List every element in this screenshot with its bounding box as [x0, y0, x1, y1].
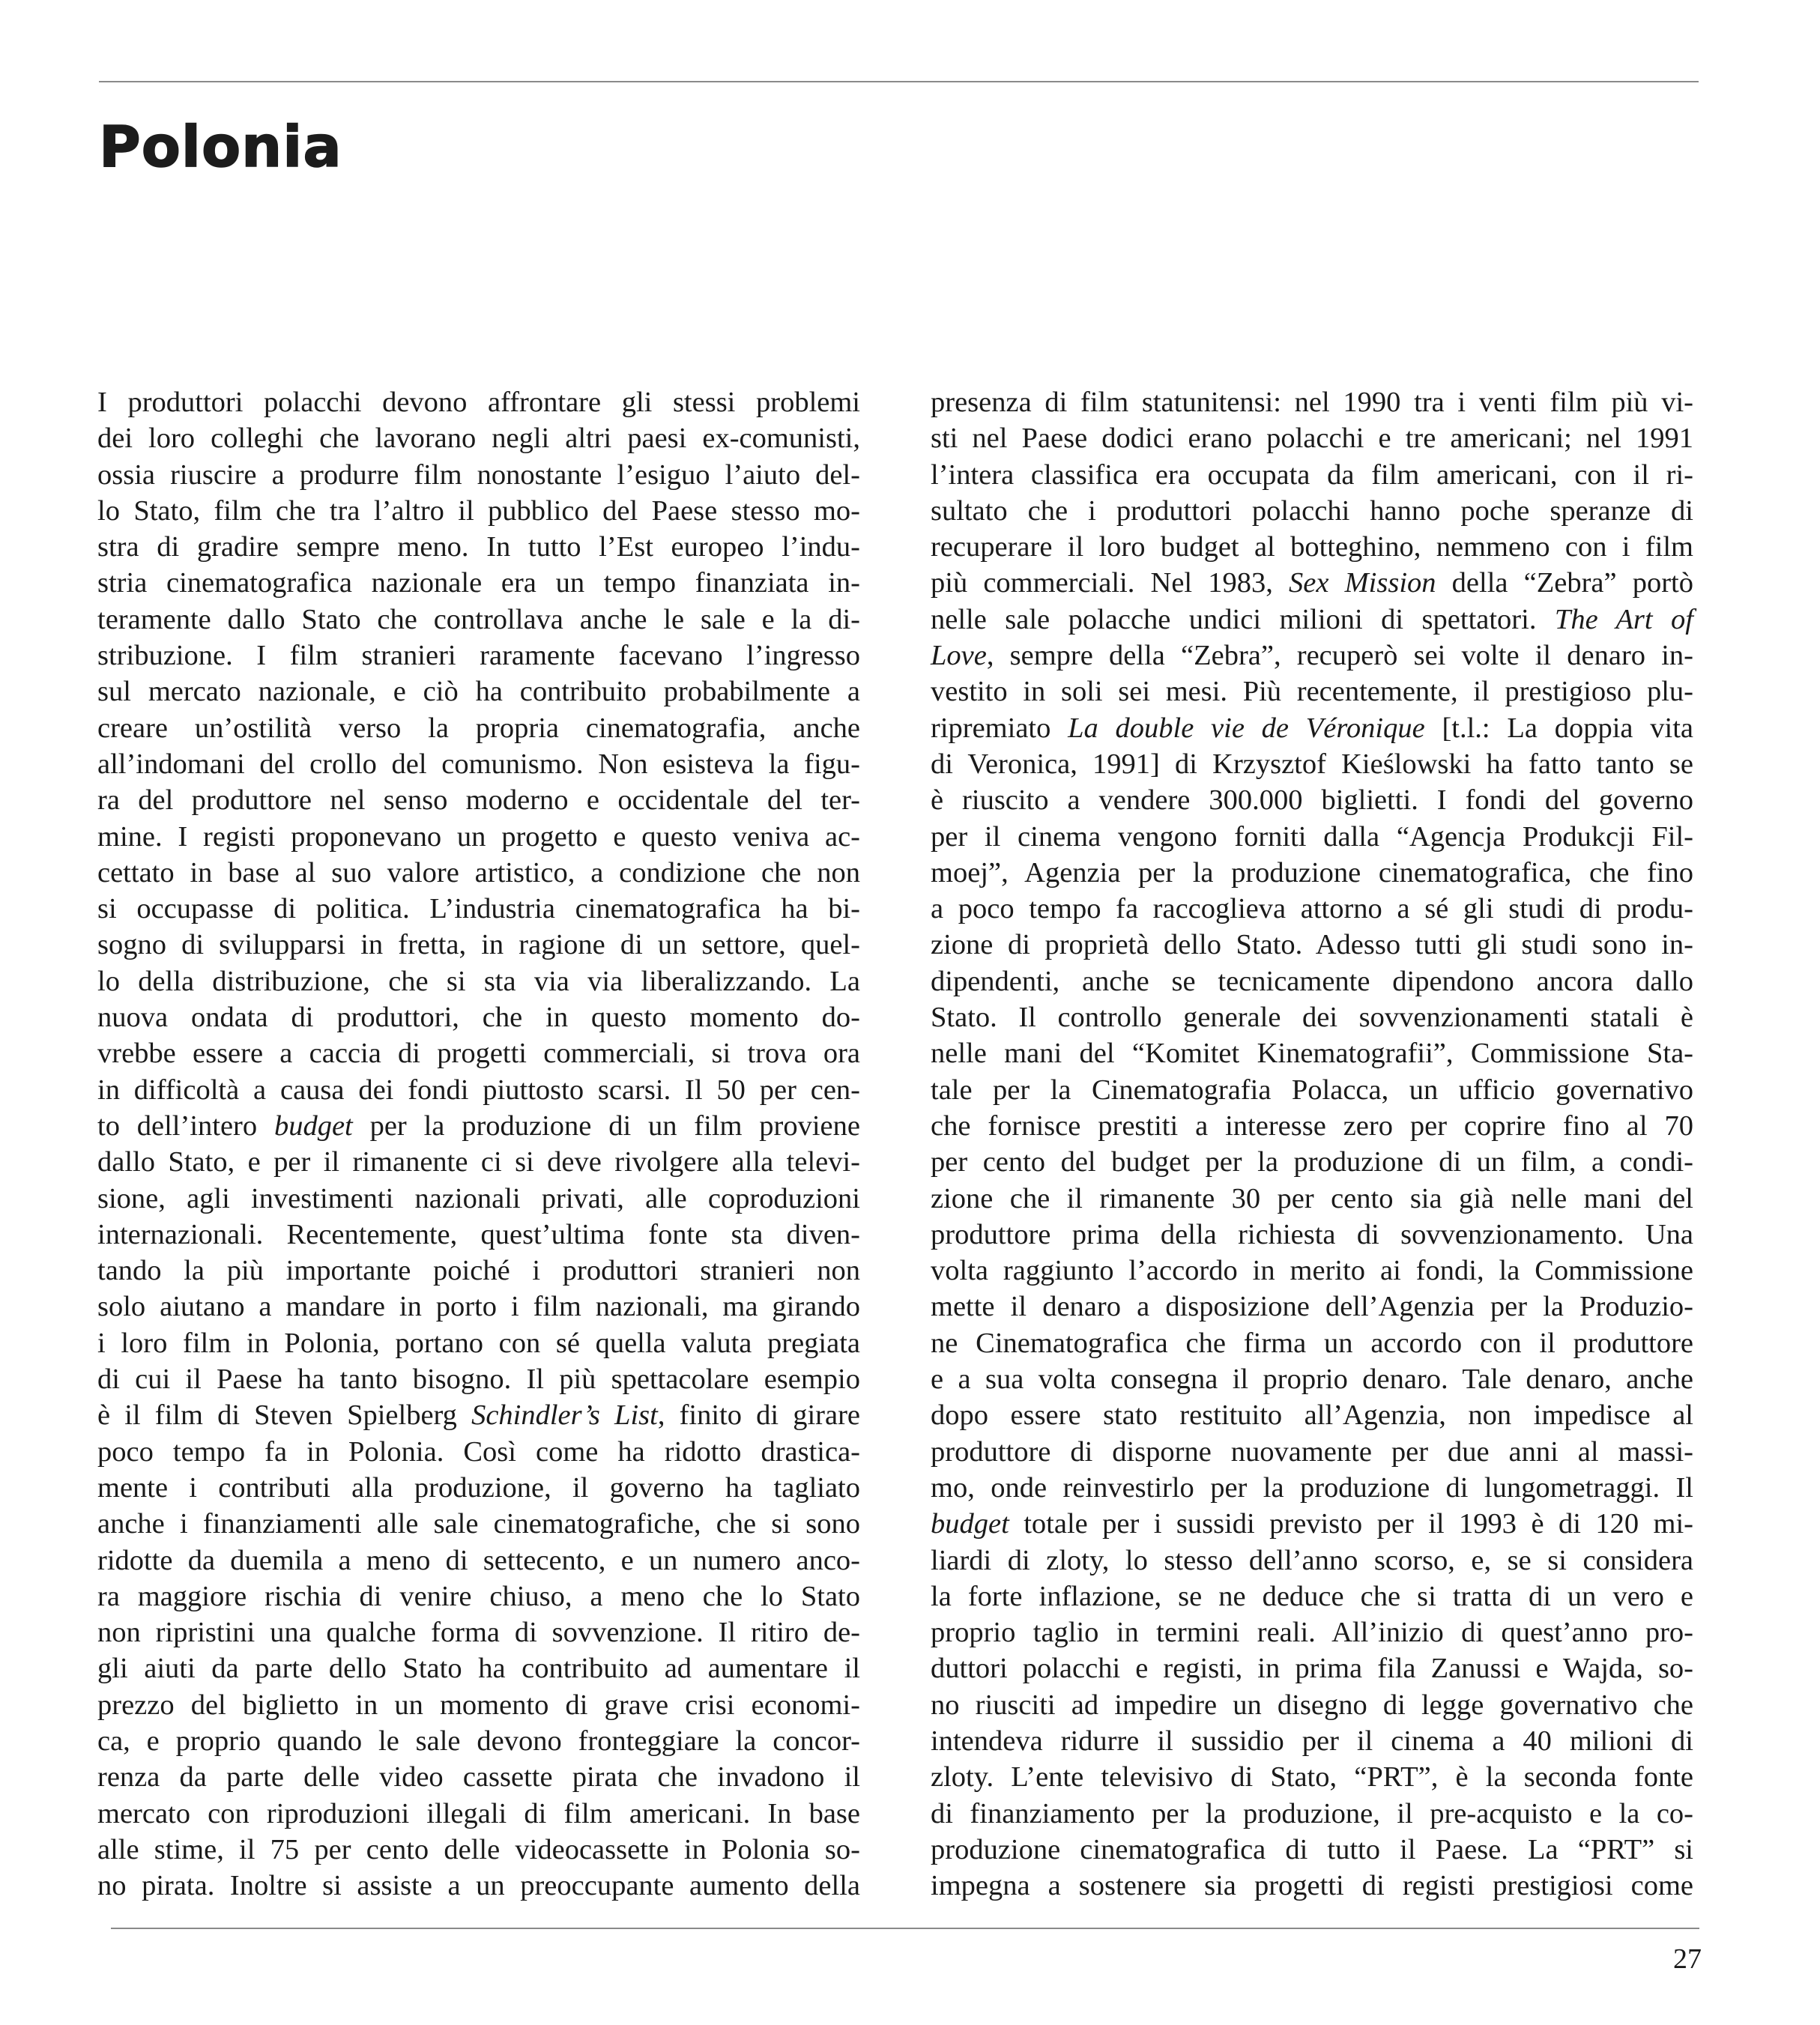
text-line: dipendenti, anche se tecnicamente dipendono ancora dallo: [931, 965, 1693, 997]
text-line: mente i contributi alla produzione, il governo ha tagliato: [97, 1471, 860, 1504]
text-line: poco tempo fa in Polonia. Così come ha ridotto drastica-: [97, 1435, 860, 1468]
text-line: mo, onde reinvestirlo per la produzione di lungometraggi. Il: [931, 1471, 1693, 1504]
text-line: renza da parte delle video cassette pirata che invadono il: [97, 1761, 860, 1794]
text-line: produzione cinematografica di tutto il Paese. La “PRT” si: [931, 1833, 1693, 1865]
text-line: no pirata. Inoltre si assiste a un preoccupante aumento della: [97, 1870, 860, 1902]
text-line: sti nel Paese dodici erano polacchi e tre americani; nel 1991: [931, 423, 1693, 455]
text-line: l’intera classifica era occupata da film americani, con il ri-: [931, 458, 1693, 491]
page-title: Polonia: [99, 113, 342, 180]
text-line: nuova ondata di produttori, che in questo momento do-: [97, 1002, 860, 1034]
text-line: la forte inflazione, se ne deduce che si tratta di un vero e: [931, 1580, 1693, 1612]
text-line: è riuscito a vendere 300.000 biglietti. I fondi del governo: [931, 784, 1693, 817]
text-line: budget totale per i sussidi previsto per il 1993 è di 120 mi-: [931, 1508, 1693, 1540]
text-line: ra del produttore nel senso moderno e occidentale del ter-: [97, 784, 860, 817]
text-line: presenza di film statunitensi: nel 1990 tra i venti film più vi-: [931, 387, 1693, 418]
text-line: alle stime, il 75 per cento delle videocassette in Polonia so-: [97, 1833, 860, 1865]
text-line: liardi di zloty, lo stesso dell’anno scorso, e, se si considera: [931, 1544, 1693, 1576]
text-line: internazionali. Recentemente, quest’ultima fonte sta diven-: [97, 1218, 860, 1250]
text-line: dopo essere stato restituito all’Agenzia, non impedisce al: [931, 1399, 1693, 1432]
text-line: lo della distribuzione, che si sta via via liberalizzando. La: [97, 965, 860, 997]
text-line: di finanziamento per la produzione, il pre-acquisto e la co-: [931, 1797, 1693, 1829]
text-line: mine. I registi proponevano un progetto e questo veniva ac-: [97, 820, 860, 853]
text-line: sultato che i produttori polacchi hanno poche speranze di: [931, 494, 1693, 527]
text-line: nelle sale polacche undici milioni di spettatori. The Art of: [931, 603, 1693, 635]
text-line: dallo Stato, e per il rimanente ci si deve rivolgere alla televi-: [97, 1146, 860, 1178]
text-line: stra di gradire sempre meno. In tutto l’Est europeo l’indu-: [97, 531, 860, 563]
text-line: creare un’ostilità verso la propria cinematografia, anche: [97, 712, 860, 744]
text-line: Stato. Il controllo generale dei sovvenzionamenti statali è: [931, 1002, 1693, 1034]
top-rule: [99, 81, 1699, 82]
text-line: stribuzione. I film stranieri raramente facevano l’ingresso: [97, 640, 860, 672]
text-line: ridotte da duemila a meno di settecento, e un numero anco-: [97, 1544, 860, 1576]
text-line: produttore di disporne nuovamente per due anni al massi-: [931, 1435, 1693, 1468]
text-line: sogno di svilupparsi in fretta, in ragione di un settore, quel-: [97, 929, 860, 961]
text-line: per cento del budget per la produzione di un film, a condi-: [931, 1146, 1693, 1178]
text-line: gli aiuti da parte dello Stato ha contribuito ad aumentare il: [97, 1653, 860, 1685]
text-line: di cui il Paese ha tanto bisogno. Il più spettacolare esempio: [97, 1363, 860, 1396]
text-line: ca, e proprio quando le sale devono fronteggiare la concor-: [97, 1725, 860, 1757]
text-line: stria cinematografica nazionale era un tempo finanziata in-: [97, 567, 860, 599]
text-line: solo aiutano a mandare in porto i film nazionali, ma girando: [97, 1291, 860, 1323]
body-column-right: [931, 384, 1693, 1904]
text-line: cettato in base al suo valore artistico, a condizione che non: [97, 856, 860, 889]
text-line: in difficoltà a causa dei fondi piuttosto scarsi. Il 50 per cen-: [97, 1074, 860, 1106]
text-line: i loro film in Polonia, portano con sé quella valuta pregiata: [97, 1327, 860, 1359]
text-line: e a sua volta consegna il proprio denaro. Tale denaro, anche: [931, 1363, 1693, 1396]
text-line: impegna a sostenere sia progetti di registi prestigiosi come: [931, 1870, 1693, 1902]
text-line: ne Cinematografica che firma un accordo con il produttore: [931, 1327, 1693, 1359]
text-line: tando la più importante poiché i produttori stranieri non: [97, 1255, 860, 1287]
text-line: di Veronica, 1991] di Krzysztof Kieślowski ha fatto tanto se: [931, 748, 1693, 780]
text-line: no riusciti ad impedire un disegno di legge governativo che: [931, 1689, 1693, 1721]
text-line: anche i finanziamenti alle sale cinematografiche, che si sono: [97, 1508, 860, 1540]
text-line: prezzo del biglietto in un momento di grave crisi economi-: [97, 1689, 860, 1721]
text-line: all’indomani del crollo del comunismo. Non esisteva la figu-: [97, 748, 860, 780]
text-line: volta raggiunto l’accordo in merito ai fondi, la Commissione: [931, 1255, 1693, 1287]
text-line: to dell’intero budget per la produzione di un film proviene: [97, 1110, 860, 1142]
text-line: si occupasse di politica. L’industria cinematografica ha bi-: [97, 893, 860, 925]
text-line: ripremiato La double vie de Véronique [t.l.: La doppia vita: [931, 712, 1693, 744]
text-line: intendeva ridurre il sussidio per il cinema a 40 milioni di: [931, 1725, 1693, 1757]
text-line: ra maggiore rischia di venire chiuso, a meno che lo Stato: [97, 1580, 860, 1612]
text-line: zloty. L’ente televisivo di Stato, “PRT”, è la seconda fonte: [931, 1761, 1693, 1794]
text-line: mercato con riproduzioni illegali di film americani. In base: [97, 1797, 860, 1829]
text-line: dei loro colleghi che lavorano negli altri paesi ex-comunisti,: [97, 423, 860, 455]
page-number: 27: [1673, 1943, 1702, 1975]
text-line: ossia riuscire a produrre film nonostante l’esiguo l’aiuto del-: [97, 458, 860, 491]
text-line: non ripristini una qualche forma di sovvenzione. Il ritiro de-: [97, 1617, 860, 1649]
text-line: sul mercato nazionale, e ciò ha contribuito probabilmente a: [97, 676, 860, 708]
text-line: teramente dallo Stato che controllava anche le sale e la di-: [97, 603, 860, 635]
text-line: vestito in soli sei mesi. Più recentemente, il prestigioso plu-: [931, 676, 1693, 708]
body-column-left: [97, 384, 860, 1904]
text-line: per il cinema vengono forniti dalla “Agencja Produkcji Fil-: [931, 820, 1693, 853]
text-line: più commerciali. Nel 1983, Sex Mission della “Zebra” portò: [931, 567, 1693, 599]
text-line: proprio taglio in termini reali. All’inizio di quest’anno pro-: [931, 1617, 1693, 1649]
text-line: che fornisce prestiti a interesse zero per coprire fino al 70: [931, 1110, 1693, 1142]
text-line: nelle mani del “Komitet Kinematografii”, Commissione Sta-: [931, 1038, 1693, 1070]
text-line: Love, sempre della “Zebra”, recuperò sei volte il denaro in-: [931, 640, 1693, 672]
text-line: produttore prima della richiesta di sovvenzionamento. Una: [931, 1218, 1693, 1250]
text-line: zione che il rimanente 30 per cento sia già nelle mani del: [931, 1182, 1693, 1214]
text-line: duttori polacchi e registi, in prima fila Zanussi e Wajda, so-: [931, 1653, 1693, 1685]
text-line: mette il denaro a disposizione dell’Agenzia per la Produzio-: [931, 1291, 1693, 1323]
text-line: I produttori polacchi devono affrontare gli stessi problemi: [97, 387, 860, 418]
bottom-rule: [111, 1928, 1699, 1929]
text-line: tale per la Cinematografia Polacca, un ufficio governativo: [931, 1074, 1693, 1106]
text-line: a poco tempo fa raccoglieva attorno a sé gli studi di produ-: [931, 893, 1693, 925]
text-line: recuperare il loro budget al botteghino, nemmeno con i film: [931, 531, 1693, 563]
text-line: moej”, Agenzia per la produzione cinematografica, che fino: [931, 856, 1693, 889]
text-line: è il film di Steven Spielberg Schindler’s List, finito di girare: [97, 1399, 860, 1432]
text-line: zione di proprietà dello Stato. Adesso tutti gli studi sono in-: [931, 929, 1693, 961]
text-line: lo Stato, film che tra l’altro il pubblico del Paese stesso mo-: [97, 494, 860, 527]
text-line: vrebbe essere a caccia di progetti commerciali, si trova ora: [97, 1038, 860, 1070]
text-line: sione, agli investimenti nazionali privati, alle coproduzioni: [97, 1182, 860, 1214]
